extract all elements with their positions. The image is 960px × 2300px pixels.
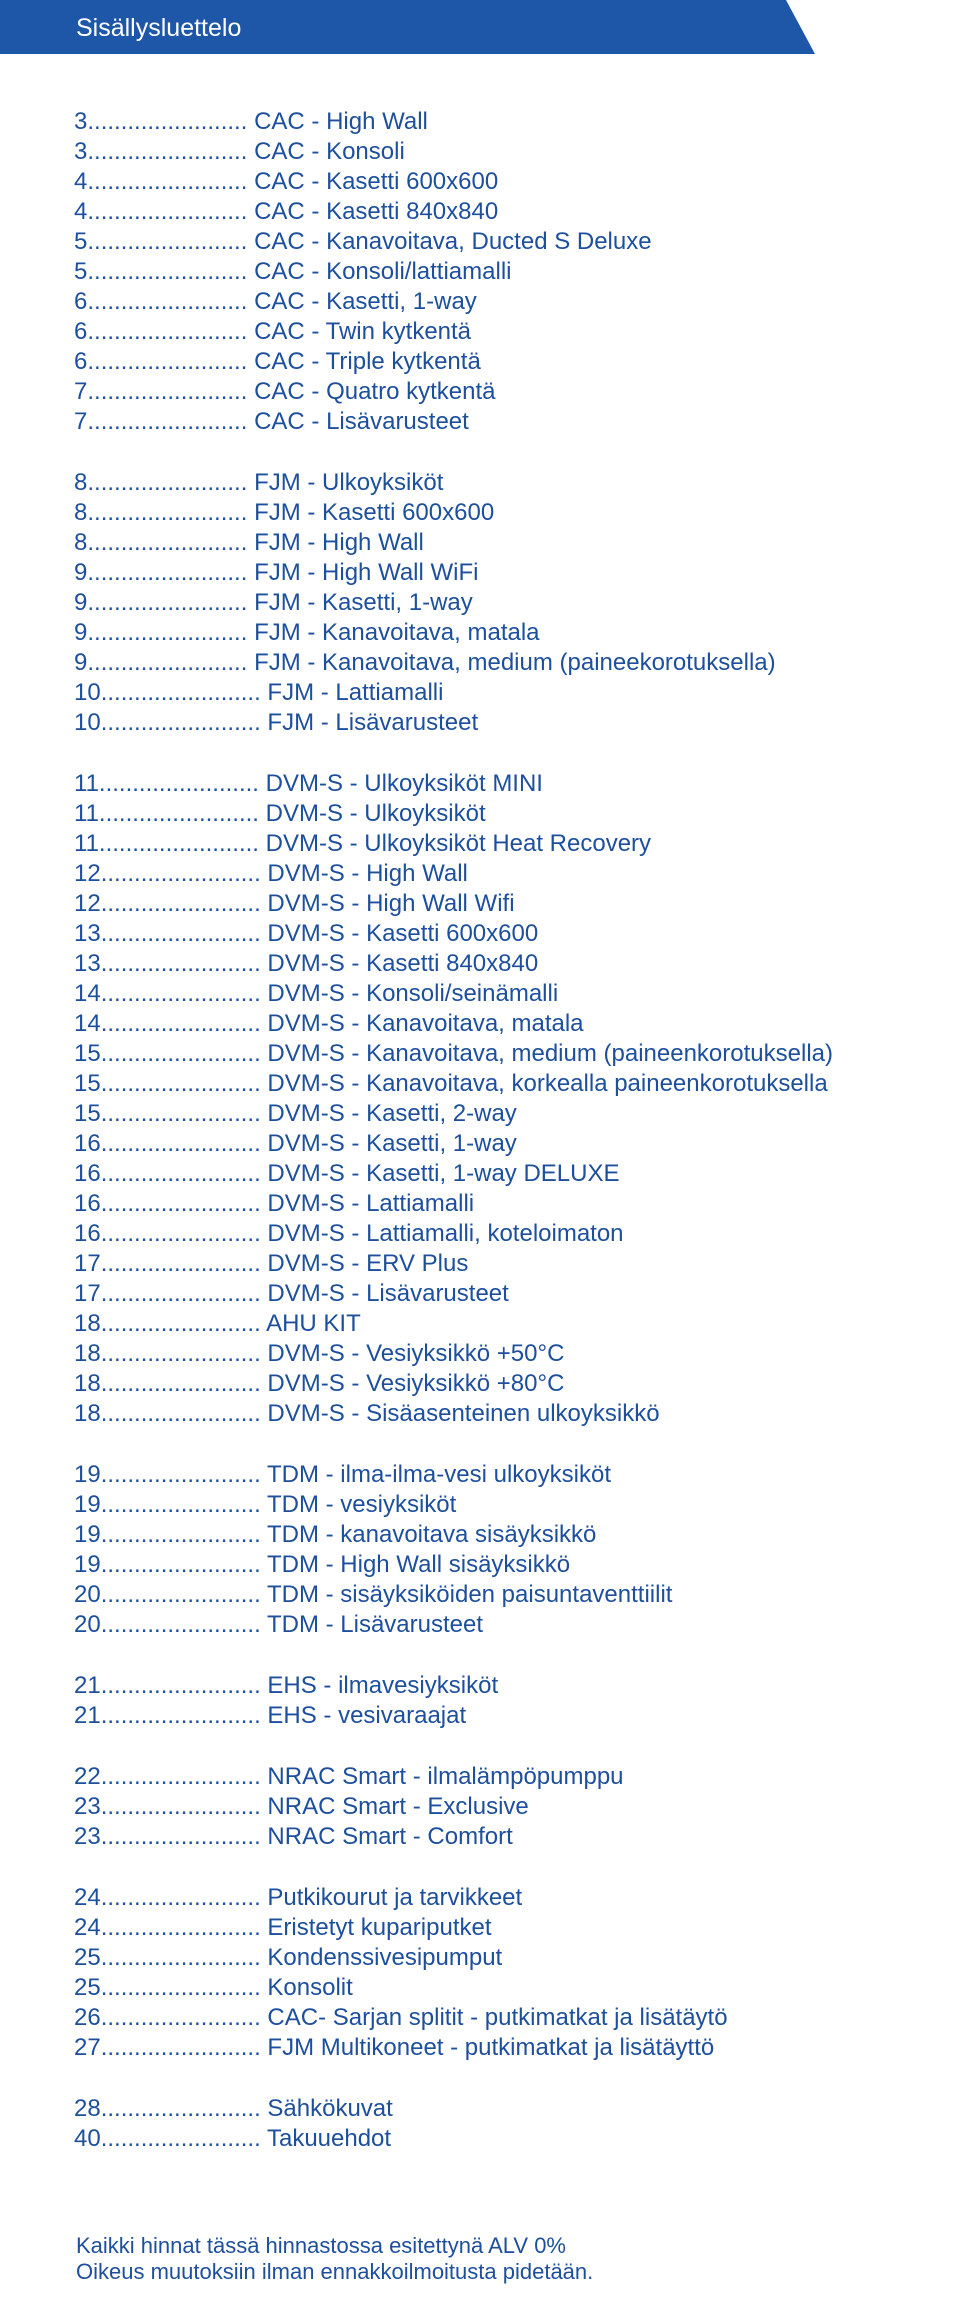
footer-notes bbox=[76, 2233, 593, 2285]
toc-entry-title: CAC - Triple kytkentä bbox=[254, 348, 481, 375]
toc-dot-leader bbox=[101, 920, 261, 947]
toc-page-number: 23 bbox=[74, 1823, 101, 1850]
toc-entry[interactable] bbox=[74, 1159, 954, 1189]
toc-entry-title: TDM - sisäyksiköiden paisuntaventtiilit bbox=[266, 1581, 673, 1608]
toc-entry-title: CAC - Kasetti 840x840 bbox=[254, 198, 499, 225]
toc-dot-leader bbox=[101, 1130, 261, 1157]
toc-dot-leader bbox=[101, 1461, 261, 1488]
toc-entry-title: DVM-S - Lattiamalli, koteloimaton bbox=[267, 1220, 624, 1247]
toc-entry-title: FJM - Kasetti, 1-way bbox=[254, 589, 473, 616]
toc-dot-leader bbox=[101, 1310, 261, 1337]
toc-page-number: 15 bbox=[74, 1100, 101, 1127]
toc-entry-title: CAC - Twin kytkentä bbox=[254, 318, 472, 345]
toc-entry-title: DVM-S - Konsoli/seinämalli bbox=[267, 980, 559, 1007]
toc-entry-title: DVM-S - Lisävarusteet bbox=[267, 1280, 509, 1307]
toc-entry[interactable] bbox=[74, 829, 954, 859]
toc-dot-leader bbox=[101, 950, 261, 977]
toc-page-number: 9 bbox=[74, 619, 88, 646]
toc-entry[interactable] bbox=[74, 1822, 954, 1852]
toc-entry-title: DVM-S - Ulkoyksiköt MINI bbox=[265, 770, 543, 797]
toc-entry-title: EHS - vesivaraajat bbox=[267, 1702, 467, 1729]
toc-entry-title: CAC - Kanavoitava, Ducted S Deluxe bbox=[254, 228, 652, 255]
toc-page-number: 25 bbox=[74, 1944, 101, 1971]
toc-dot-leader bbox=[87, 348, 247, 375]
toc-dot-leader bbox=[101, 1280, 261, 1307]
toc-entry[interactable] bbox=[74, 528, 954, 558]
toc-entry-title: DVM-S - Vesiyksikkö +50°C bbox=[267, 1340, 565, 1367]
toc-entry-title: TDM - vesiyksiköt bbox=[266, 1491, 457, 1518]
toc-page-number: 11 bbox=[74, 830, 99, 857]
toc-entry-title: DVM-S - Ulkoyksiköt bbox=[265, 800, 486, 827]
toc-entry[interactable] bbox=[74, 1369, 954, 1399]
toc-page-number: 4 bbox=[74, 168, 88, 195]
toc-entry[interactable] bbox=[74, 407, 954, 437]
toc-entry-title: AHU KIT bbox=[266, 1310, 361, 1337]
toc-page-number: 16 bbox=[74, 1160, 101, 1187]
toc-entry-title: DVM-S - ERV Plus bbox=[267, 1250, 469, 1277]
toc-entry[interactable] bbox=[74, 588, 954, 618]
toc-entry[interactable] bbox=[74, 1943, 954, 1973]
toc-entry-title: FJM - Lisävarusteet bbox=[267, 709, 479, 736]
toc-entry[interactable] bbox=[74, 287, 954, 317]
toc-entry[interactable] bbox=[74, 678, 954, 708]
toc-group bbox=[74, 468, 954, 738]
toc-entry[interactable] bbox=[74, 799, 954, 829]
toc-page-number: 8 bbox=[74, 469, 88, 496]
toc-page-number: 13 bbox=[74, 950, 101, 977]
toc-entry[interactable] bbox=[74, 919, 954, 949]
toc-page-number: 20 bbox=[74, 1581, 101, 1608]
toc-group bbox=[74, 1671, 954, 1731]
toc-dot-leader bbox=[101, 1220, 261, 1247]
toc-entry[interactable] bbox=[74, 2094, 954, 2124]
toc-dot-leader bbox=[101, 2034, 261, 2061]
toc-page-number: 12 bbox=[74, 860, 101, 887]
toc-page-number: 13 bbox=[74, 920, 101, 947]
toc-dot-leader bbox=[101, 1763, 261, 1790]
toc-dot-leader bbox=[101, 1400, 261, 1427]
toc-entry-title: TDM - ilma-ilma-vesi ulkoyksiköt bbox=[266, 1461, 611, 1488]
toc-entry[interactable] bbox=[74, 1610, 954, 1640]
toc-entry-title: Eristetyt kupariputket bbox=[267, 1914, 492, 1941]
toc-entry-title: FJM - High Wall WiFi bbox=[254, 559, 479, 586]
toc-entry[interactable] bbox=[74, 498, 954, 528]
toc-dot-leader bbox=[87, 138, 247, 165]
toc-entry-title: DVM-S - Kasetti 840x840 bbox=[267, 950, 539, 977]
toc-page-number: 11 bbox=[74, 770, 99, 797]
toc-page-number: 3 bbox=[74, 138, 88, 165]
toc-entry-title: FJM - Kasetti 600x600 bbox=[254, 499, 495, 526]
toc-entry[interactable] bbox=[74, 2033, 954, 2063]
toc-dot-leader bbox=[99, 830, 259, 857]
toc-entry[interactable] bbox=[74, 197, 954, 227]
toc-page-number: 19 bbox=[74, 1491, 101, 1518]
toc-entry[interactable] bbox=[74, 1249, 954, 1279]
toc-entry-title: DVM-S - Kasetti, 1-way DELUXE bbox=[267, 1160, 620, 1187]
toc-dot-leader bbox=[87, 408, 247, 435]
toc-entry[interactable] bbox=[74, 1129, 954, 1159]
toc-entry[interactable] bbox=[74, 708, 954, 738]
toc-entry-title: TDM - High Wall sisäyksikkö bbox=[266, 1551, 571, 1578]
toc-entry[interactable] bbox=[74, 979, 954, 1009]
toc-dot-leader bbox=[101, 1190, 261, 1217]
toc-dot-leader bbox=[101, 1672, 261, 1699]
toc-entry[interactable] bbox=[74, 2124, 954, 2154]
toc-entry[interactable] bbox=[74, 257, 954, 287]
toc-entry[interactable] bbox=[74, 558, 954, 588]
toc-dot-leader bbox=[101, 1521, 261, 1548]
toc-group bbox=[74, 1460, 954, 1640]
toc-entry[interactable] bbox=[74, 1913, 954, 1943]
toc-entry-title: DVM-S - Sisäasenteinen ulkoyksikkö bbox=[267, 1400, 660, 1427]
toc-dot-leader bbox=[87, 619, 247, 646]
toc-page-number: 4 bbox=[74, 198, 88, 225]
toc-group bbox=[74, 107, 954, 437]
toc-entry[interactable] bbox=[74, 648, 954, 678]
toc-entry[interactable] bbox=[74, 1399, 954, 1429]
toc-entry-title: FJM Multikoneet - putkimatkat ja lisätäyttö bbox=[267, 2034, 715, 2061]
toc-entry[interactable] bbox=[74, 1460, 954, 1490]
toc-page-number: 22 bbox=[74, 1763, 101, 1790]
toc-group bbox=[74, 1883, 954, 2063]
toc-dot-leader bbox=[101, 1823, 261, 1850]
toc-dot-leader bbox=[87, 589, 247, 616]
toc-entry[interactable] bbox=[74, 618, 954, 648]
toc-entry-title: DVM-S - Kasetti, 2-way bbox=[267, 1100, 517, 1127]
toc-entry[interactable] bbox=[74, 2003, 954, 2033]
toc-group bbox=[74, 1762, 954, 1852]
toc-page-number: 24 bbox=[74, 1914, 101, 1941]
toc-group bbox=[74, 769, 954, 1429]
toc-dot-leader bbox=[101, 2125, 261, 2152]
toc-entry-title: Takuuehdot bbox=[266, 2125, 392, 2152]
toc-dot-leader bbox=[101, 1884, 261, 1911]
toc-entry-title: FJM - High Wall bbox=[254, 529, 424, 556]
toc-page-number: 3 bbox=[74, 108, 88, 135]
toc-page-number: 19 bbox=[74, 1461, 101, 1488]
toc-page-number: 40 bbox=[74, 2125, 101, 2152]
toc-entry-title: CAC - High Wall bbox=[254, 108, 428, 135]
toc-entry-title: DVM-S - Kasetti 600x600 bbox=[267, 920, 539, 947]
toc-entry[interactable] bbox=[74, 377, 954, 407]
toc-dot-leader bbox=[99, 800, 259, 827]
toc-dot-leader bbox=[87, 469, 247, 496]
toc-entry[interactable] bbox=[74, 227, 954, 257]
toc-page-number: 17 bbox=[74, 1250, 101, 1277]
toc-entry[interactable] bbox=[74, 317, 954, 347]
toc-entry-title: CAC - Kasetti, 1-way bbox=[254, 288, 477, 315]
toc-dot-leader bbox=[87, 228, 247, 255]
toc-dot-leader bbox=[87, 168, 247, 195]
toc-page-number: 24 bbox=[74, 1884, 101, 1911]
toc-entry-title: Konsolit bbox=[267, 1974, 353, 2001]
toc-page-number: 6 bbox=[74, 318, 88, 345]
toc-entry[interactable] bbox=[74, 1099, 954, 1129]
toc-entry[interactable] bbox=[74, 1339, 954, 1369]
toc-dot-leader bbox=[87, 258, 247, 285]
toc-page-number: 9 bbox=[74, 649, 88, 676]
toc-dot-leader bbox=[87, 559, 247, 586]
toc-dot-leader bbox=[99, 770, 259, 797]
toc-dot-leader bbox=[101, 1340, 261, 1367]
toc-dot-leader bbox=[101, 2095, 261, 2122]
toc-entry[interactable] bbox=[74, 468, 954, 498]
toc-entry-title: CAC- Sarjan splitit - putkimatkat ja lisätäytö bbox=[267, 2004, 728, 2031]
toc-page-number: 19 bbox=[74, 1551, 101, 1578]
toc-entry-title: FJM - Kanavoitava, matala bbox=[254, 619, 540, 646]
toc-dot-leader bbox=[87, 378, 247, 405]
toc-page-number: 18 bbox=[74, 1400, 101, 1427]
toc-dot-leader bbox=[87, 529, 247, 556]
toc-entry[interactable] bbox=[74, 1069, 954, 1099]
toc-page-number: 28 bbox=[74, 2095, 101, 2122]
toc-page-number: 14 bbox=[74, 980, 101, 1007]
toc-entry-title: Kondenssivesipumput bbox=[267, 1944, 503, 1971]
toc-page-number: 21 bbox=[74, 1672, 101, 1699]
toc-entry-title: TDM - kanavoitava sisäyksikkö bbox=[266, 1521, 597, 1548]
toc-page-number: 20 bbox=[74, 1611, 101, 1638]
toc-entry[interactable] bbox=[74, 137, 954, 167]
toc-entry[interactable] bbox=[74, 107, 954, 137]
toc-entry-title: Putkikourut ja tarvikkeet bbox=[267, 1884, 523, 1911]
toc-entry[interactable] bbox=[74, 1039, 954, 1069]
toc-page-number: 12 bbox=[74, 890, 101, 917]
toc-dot-leader bbox=[101, 1040, 261, 1067]
toc-entry-title: DVM-S - Kanavoitava, korkealla paineenkorotuksella bbox=[267, 1070, 828, 1097]
toc-dot-leader bbox=[101, 1793, 261, 1820]
page-title: Sisällysluettelo bbox=[76, 14, 242, 42]
toc-page-number: 19 bbox=[74, 1521, 101, 1548]
toc-entry[interactable] bbox=[74, 1550, 954, 1580]
toc-page-number: 23 bbox=[74, 1793, 101, 1820]
toc-dot-leader bbox=[101, 1370, 261, 1397]
toc-entry-title: DVM-S - Kanavoitava, matala bbox=[267, 1010, 584, 1037]
toc-entry-title: FJM - Ulkoyksiköt bbox=[254, 469, 444, 496]
toc-dot-leader bbox=[101, 980, 261, 1007]
toc-page-number: 26 bbox=[74, 2004, 101, 2031]
toc-entry-title: DVM-S - Vesiyksikkö +80°C bbox=[267, 1370, 565, 1397]
toc-page-number: 16 bbox=[74, 1190, 101, 1217]
toc-dot-leader bbox=[101, 860, 261, 887]
toc-entry-title: NRAC Smart - ilmalämpöpumppu bbox=[267, 1763, 624, 1790]
toc-dot-leader bbox=[101, 1702, 261, 1729]
toc-dot-leader bbox=[87, 499, 247, 526]
toc-dot-leader bbox=[101, 1491, 261, 1518]
toc-entry[interactable] bbox=[74, 949, 954, 979]
toc-page-number: 15 bbox=[74, 1070, 101, 1097]
toc-dot-leader bbox=[101, 1100, 261, 1127]
toc-entry-title: DVM-S - Lattiamalli bbox=[267, 1190, 475, 1217]
toc-entry[interactable] bbox=[74, 889, 954, 919]
toc-page-number: 9 bbox=[74, 589, 88, 616]
toc-dot-leader bbox=[87, 198, 247, 225]
toc-group bbox=[74, 2094, 954, 2154]
toc-entry[interactable] bbox=[74, 769, 954, 799]
toc-entry[interactable] bbox=[74, 1490, 954, 1520]
toc-page-number: 8 bbox=[74, 529, 88, 556]
toc-page-number: 21 bbox=[74, 1702, 101, 1729]
toc-entry-title: CAC - Lisävarusteet bbox=[254, 408, 469, 435]
toc-dot-leader bbox=[101, 1551, 261, 1578]
toc-dot-leader bbox=[87, 108, 247, 135]
toc-page-number: 15 bbox=[74, 1040, 101, 1067]
toc-entry-title: DVM-S - Kasetti, 1-way bbox=[267, 1130, 517, 1157]
toc-page-number: 16 bbox=[74, 1130, 101, 1157]
toc-entry[interactable] bbox=[74, 1762, 954, 1792]
toc-page-number: 18 bbox=[74, 1310, 101, 1337]
toc-dot-leader bbox=[101, 679, 261, 706]
toc-page-number: 18 bbox=[74, 1370, 101, 1397]
toc-page-number: 6 bbox=[74, 288, 88, 315]
toc-page-number: 27 bbox=[74, 2034, 101, 2061]
toc-entry-title: FJM - Lattiamalli bbox=[267, 679, 444, 706]
toc-entry[interactable] bbox=[74, 1883, 954, 1913]
toc-page-number: 10 bbox=[74, 679, 101, 706]
toc-entry[interactable] bbox=[74, 1279, 954, 1309]
toc-entry[interactable] bbox=[74, 1189, 954, 1219]
toc-page-number: 5 bbox=[74, 228, 88, 255]
toc-entry[interactable] bbox=[74, 1973, 954, 2003]
toc-entry-title: EHS - ilmavesiyksiköt bbox=[267, 1672, 499, 1699]
footer-price-note: Kaikki hinnat tässä hinnastossa esitettynä ALV 0% bbox=[76, 2233, 566, 2258]
toc-dot-leader bbox=[101, 2004, 261, 2031]
toc-dot-leader bbox=[87, 288, 247, 315]
toc-dot-leader bbox=[101, 1070, 261, 1097]
toc-dot-leader bbox=[101, 1974, 261, 2001]
toc-entry-title: CAC - Quatro kytkentä bbox=[254, 378, 496, 405]
toc-page-number: 17 bbox=[74, 1280, 101, 1307]
toc-entry[interactable] bbox=[74, 1792, 954, 1822]
toc-entry-title: TDM - Lisävarusteet bbox=[266, 1611, 484, 1638]
toc-entry[interactable] bbox=[74, 1671, 954, 1701]
toc-dot-leader bbox=[87, 318, 247, 345]
toc-page-number: 11 bbox=[74, 800, 99, 827]
toc-entry[interactable] bbox=[74, 347, 954, 377]
toc-entry[interactable] bbox=[74, 167, 954, 197]
toc-dot-leader bbox=[101, 1250, 261, 1277]
toc-page-number: 8 bbox=[74, 499, 88, 526]
toc-entry-title: CAC - Kasetti 600x600 bbox=[254, 168, 499, 195]
toc-entry[interactable] bbox=[74, 859, 954, 889]
toc-entry[interactable] bbox=[74, 1219, 954, 1249]
toc-page-number: 14 bbox=[74, 1010, 101, 1037]
toc-entry-title: DVM-S - Kanavoitava, medium (paineenkorotuksella) bbox=[267, 1040, 833, 1067]
toc-dot-leader bbox=[87, 649, 247, 676]
toc-page-number: 5 bbox=[74, 258, 88, 285]
toc-entry-title: DVM-S - High Wall Wifi bbox=[267, 890, 515, 917]
toc-entry[interactable] bbox=[74, 1309, 954, 1339]
toc-page-number: 9 bbox=[74, 559, 88, 586]
toc-page-number: 6 bbox=[74, 348, 88, 375]
toc-entry[interactable] bbox=[74, 1520, 954, 1550]
toc-entry[interactable] bbox=[74, 1009, 954, 1039]
toc-dot-leader bbox=[101, 709, 261, 736]
toc-entry-title: CAC - Konsoli bbox=[254, 138, 405, 165]
table-of-contents bbox=[74, 107, 954, 2185]
toc-entry-title: DVM-S - High Wall bbox=[267, 860, 468, 887]
toc-dot-leader bbox=[101, 1581, 261, 1608]
toc-entry-title: NRAC Smart - Comfort bbox=[267, 1823, 513, 1850]
toc-dot-leader bbox=[101, 1944, 261, 1971]
toc-dot-leader bbox=[101, 890, 261, 917]
toc-page-number: 10 bbox=[74, 709, 101, 736]
toc-entry-title: Sähkökuvat bbox=[267, 2095, 393, 2122]
toc-page-number: 16 bbox=[74, 1220, 101, 1247]
toc-page-number: 18 bbox=[74, 1340, 101, 1367]
toc-entry-title: DVM-S - Ulkoyksiköt Heat Recovery bbox=[265, 830, 652, 857]
footer-change-note: Oikeus muutoksiin ilman ennakkoilmoitusta pidetään. bbox=[76, 2259, 594, 2284]
toc-entry[interactable] bbox=[74, 1580, 954, 1610]
toc-page-number: 25 bbox=[74, 1974, 101, 2001]
toc-entry[interactable] bbox=[74, 1701, 954, 1731]
toc-dot-leader bbox=[101, 1611, 261, 1638]
toc-entry-title: FJM - Kanavoitava, medium (paineekorotuksella) bbox=[254, 649, 776, 676]
toc-entry-title: NRAC Smart - Exclusive bbox=[267, 1793, 529, 1820]
toc-page-number: 7 bbox=[74, 408, 88, 435]
toc-dot-leader bbox=[101, 1914, 261, 1941]
toc-entry-title: CAC - Konsoli/lattiamalli bbox=[254, 258, 512, 285]
toc-dot-leader bbox=[101, 1010, 261, 1037]
toc-page-number: 7 bbox=[74, 378, 88, 405]
toc-dot-leader bbox=[101, 1160, 261, 1187]
